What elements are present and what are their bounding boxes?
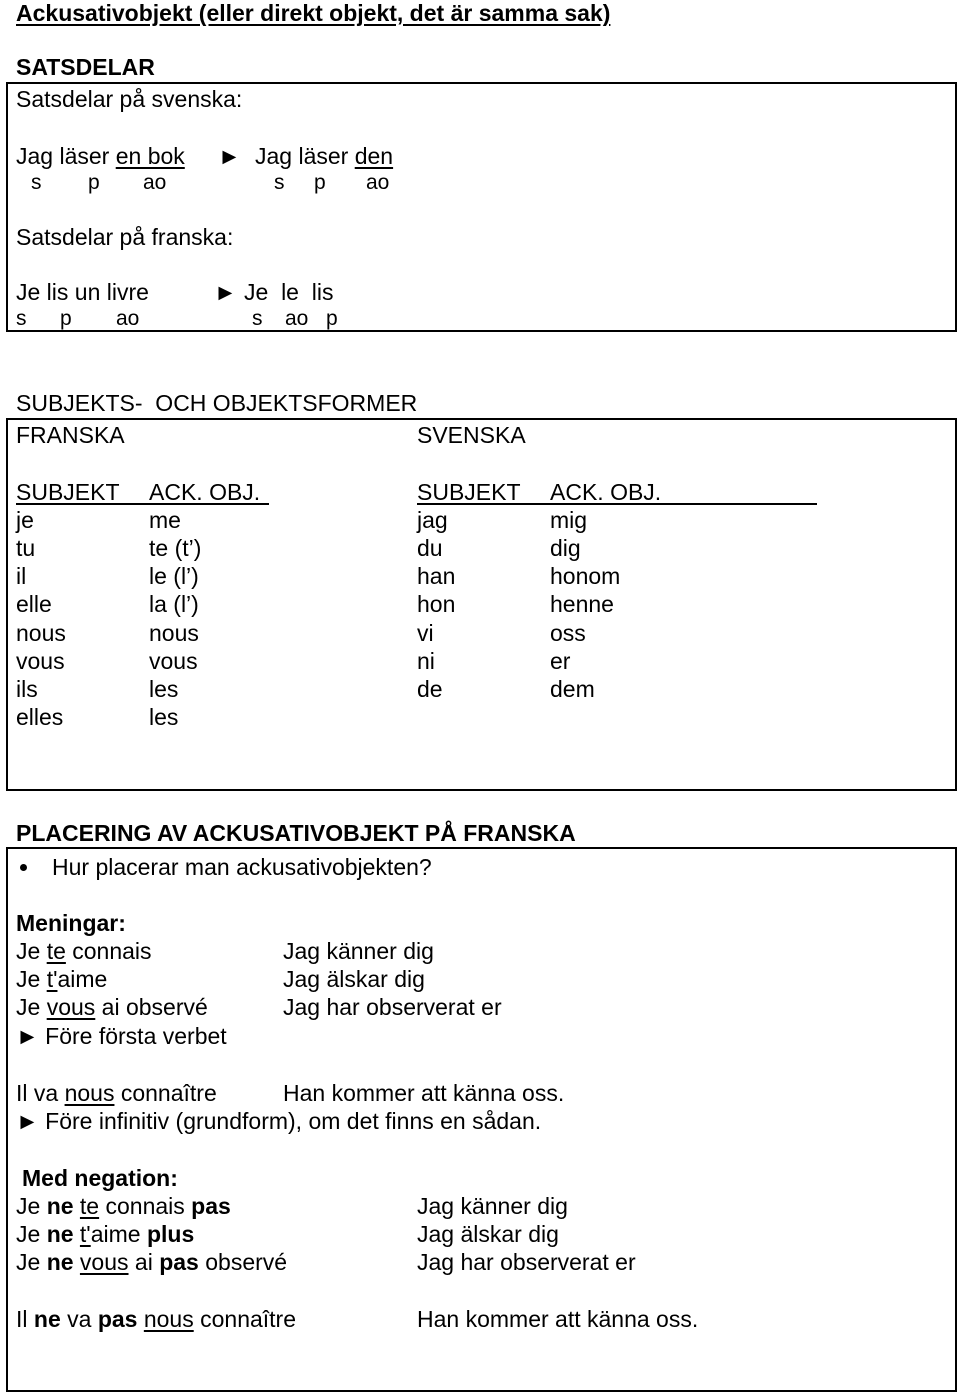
table-cell: mig (550, 507, 588, 533)
fr-example-a: Je lis un livre (16, 279, 149, 305)
mark-p: p (60, 307, 72, 330)
text: aime (57, 966, 108, 992)
text: Je (16, 1221, 47, 1247)
header-subjekt-sv: SUBJEKT (417, 479, 521, 505)
negation-word: ne (33, 1306, 61, 1332)
table-cell: han (417, 563, 456, 589)
meningar-label: Meningar: (16, 910, 126, 936)
mark-s: s (31, 171, 42, 194)
text: Je (16, 1249, 47, 1275)
table-cell: dem (550, 676, 595, 702)
negation-sentence-fr (16, 1221, 194, 1247)
sentence-fr (16, 1080, 217, 1106)
mark-p: p (88, 171, 100, 194)
bullet-question: Hur placerar man ackusativobjekten? (52, 854, 432, 880)
table-cell: de (417, 676, 443, 702)
object-pronoun: te (46, 938, 66, 964)
mark-s: s (274, 171, 285, 194)
fr-example-b: Je le lis (244, 279, 334, 305)
sv-example-b-text: Jag läser (255, 143, 355, 169)
table-cell: elles (16, 704, 64, 730)
header-ack-fr: ACK. OBJ. (149, 479, 261, 505)
object-pronoun: t' (79, 1221, 91, 1247)
negation-word: pas (191, 1193, 231, 1219)
object-pronoun: t' (46, 966, 58, 992)
sv-example-pronoun: den (354, 143, 394, 169)
table-cell: hon (417, 591, 456, 617)
table-cell: ni (417, 648, 435, 674)
mark-ao: ao (285, 307, 309, 330)
placering-heading: PLACERING AV ACKUSATIVOBJEKT PÅ FRANSKA (16, 820, 576, 846)
table-cell: er (550, 648, 571, 674)
sv-label: Satsdelar på svenska: (16, 86, 243, 112)
mark-s: s (252, 307, 263, 330)
col-franska: FRANSKA (16, 422, 125, 448)
text: Je (16, 1193, 47, 1219)
negation-word: ne (46, 1221, 74, 1247)
table-cell: le (l’) (149, 563, 199, 589)
text: Il va (16, 1080, 65, 1106)
mark-p: p (314, 171, 326, 194)
table-cell: vous (16, 648, 65, 674)
arrow-icon: ► (218, 143, 241, 169)
bullet-icon (20, 864, 27, 871)
table-cell: henne (550, 591, 614, 617)
table-cell: te (t’) (149, 535, 202, 561)
sentence-fr (16, 966, 107, 992)
table-cell: la (l’) (149, 591, 199, 617)
sv-example (16, 143, 185, 169)
header-underline (16, 503, 269, 505)
text: Je (16, 966, 47, 992)
text: connaître (114, 1080, 217, 1106)
table-cell: du (417, 535, 443, 561)
table-cell: il (16, 563, 27, 589)
col-svenska: SVENSKA (417, 422, 526, 448)
table-cell: les (149, 676, 179, 702)
text: connais (99, 1193, 192, 1219)
sentence-fr (16, 994, 208, 1020)
negation-sentence-fr (16, 1193, 231, 1219)
text: va (60, 1306, 98, 1332)
table-cell: honom (550, 563, 621, 589)
table-cell: me (149, 507, 181, 533)
sentence-fr (16, 938, 152, 964)
arrow-icon: ► (214, 279, 237, 305)
negation-word: ne (46, 1193, 74, 1219)
text: aime (90, 1221, 147, 1247)
object-pronoun: nous (143, 1306, 194, 1332)
satsdelar-heading: SATSDELAR (16, 54, 155, 80)
negation-sentence-sv: Jag älskar dig (417, 1221, 559, 1247)
negation-word: ne (46, 1249, 74, 1275)
mark-s: s (16, 307, 27, 330)
sv-example-b (255, 143, 393, 169)
rule-first-verb: ► Före första verbet (16, 1023, 227, 1049)
object-pronoun: nous (64, 1080, 115, 1106)
table-cell: nous (149, 620, 199, 646)
negation-word: plus (146, 1221, 195, 1247)
forms-heading: SUBJEKTS- OCH OBJEKTSFORMER (16, 390, 418, 416)
table-cell: dig (550, 535, 581, 561)
mark-ao: ao (366, 171, 390, 194)
text: ai observé (95, 994, 208, 1020)
negation-sentence-sv: Jag har observerat er (417, 1249, 636, 1275)
header-subjekt-fr: SUBJEKT (16, 479, 120, 505)
sv-example-a: Jag läser (16, 143, 116, 169)
table-cell: les (149, 704, 179, 730)
sentence-sv: Han kommer att känna oss. (283, 1080, 565, 1106)
negation-heading: Med negation: (22, 1165, 178, 1191)
object-pronoun: vous (79, 1249, 129, 1275)
text: connais (65, 938, 152, 964)
text: connaître (193, 1306, 297, 1332)
object-pronoun: te (79, 1193, 100, 1219)
text: Il (16, 1306, 34, 1332)
negation-sentence-sv: Han kommer att känna oss. (417, 1306, 699, 1332)
sentence-sv: Jag känner dig (283, 938, 434, 964)
page-title: Ackusativobjekt (eller direkt objekt, det är samma sak) (16, 0, 611, 26)
mark-ao: ao (143, 171, 167, 194)
text: observé (198, 1249, 288, 1275)
fr-label: Satsdelar på franska: (16, 224, 234, 250)
table-cell: tu (16, 535, 36, 561)
header-underline (417, 503, 817, 505)
table-cell: nous (16, 620, 66, 646)
rule-infinitive: ► Före infinitiv (grundform), om det finns en sådan. (16, 1108, 542, 1134)
text: Je (16, 938, 47, 964)
negation-sentence-fr (16, 1249, 287, 1275)
mark-ao: ao (116, 307, 140, 330)
table-cell: oss (550, 620, 586, 646)
sentence-sv: Jag älskar dig (283, 966, 425, 992)
table-cell: ils (16, 676, 38, 702)
table-cell: je (16, 507, 34, 533)
table-cell: elle (16, 591, 52, 617)
sv-example-object: en bok (115, 143, 185, 169)
object-pronoun: vous (46, 994, 96, 1020)
negation-word: pas (97, 1306, 138, 1332)
negation-sentence-fr (16, 1306, 296, 1332)
negation-word: pas (159, 1249, 199, 1275)
header-ack-sv: ACK. OBJ. (550, 479, 662, 505)
sentence-sv: Jag har observerat er (283, 994, 502, 1020)
table-cell: vous (149, 648, 198, 674)
text: ai (128, 1249, 160, 1275)
table-cell: vi (417, 620, 434, 646)
mark-p: p (326, 307, 338, 330)
text: Je (16, 994, 47, 1020)
negation-sentence-sv: Jag känner dig (417, 1193, 568, 1219)
table-cell: jag (417, 507, 448, 533)
